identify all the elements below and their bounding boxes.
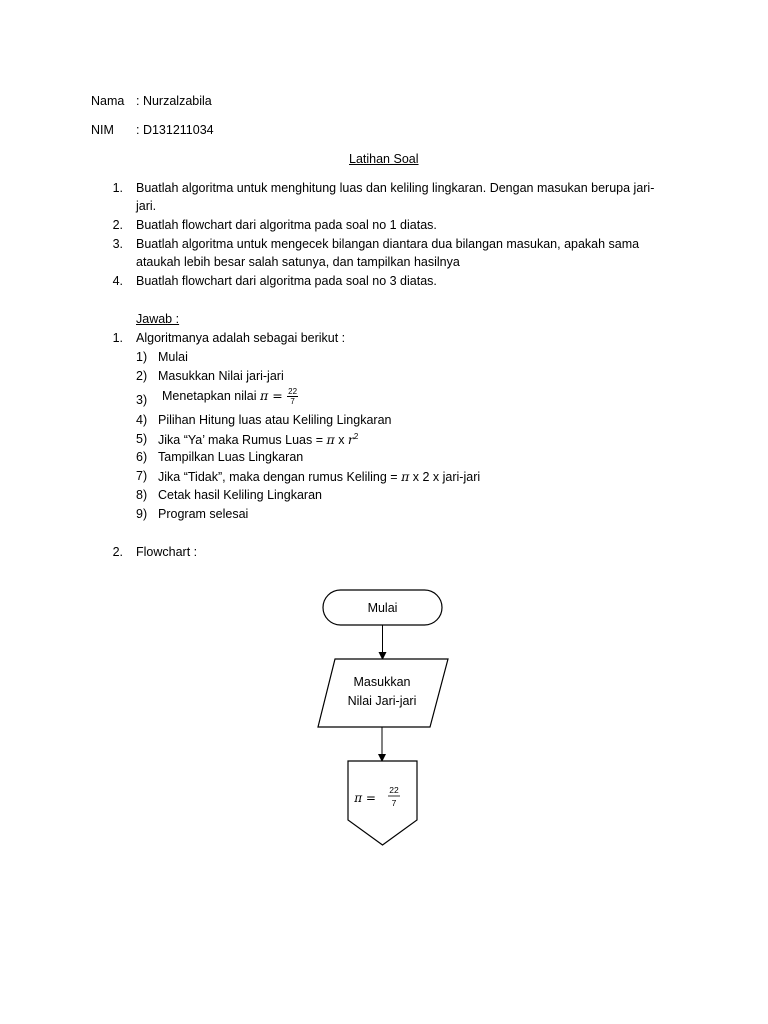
answer-heading: Jawab : (136, 312, 180, 326)
assign-lhs: π = (354, 791, 376, 805)
radius-symbol: r (347, 432, 354, 448)
step-number: 2) (136, 369, 148, 383)
step-text: Menetapkan nilai (162, 388, 257, 403)
question-number: 4. (112, 274, 123, 288)
assign-denominator: 7 (391, 798, 397, 808)
step-text: Mulai (158, 350, 188, 364)
step-text: Pilihan Hitung luas atau Keliling Lingkaran (158, 413, 392, 427)
step-number: 6) (136, 450, 148, 464)
question-text-cont: ataukah lebih besar salah satunya, dan tampilkan hasilnya (136, 255, 460, 269)
step-text: Tampilkan Luas Lingkaran (158, 450, 304, 464)
flowchart-label: Flowchart : (136, 545, 198, 559)
step-text: Masukkan Nilai jari-jari (158, 369, 284, 383)
assign-numerator: 22 (389, 785, 399, 795)
step-text: Jika “Tidak”, maka dengan rumus Keliling = (158, 470, 398, 484)
answer-number: 1. (112, 331, 123, 345)
step-text: Program selesai (158, 507, 249, 521)
question-text: Buatlah algoritma untuk menghitung luas dan keliling lingkaran. Dengan masukan berupa jari- (136, 181, 655, 195)
question-number: 1. (112, 181, 123, 195)
nim-value: : D131211034 (136, 123, 214, 137)
pi-symbol: π = (260, 387, 283, 403)
question-number: 2. (112, 218, 123, 232)
formula-rest: x 2 x jari-jari (412, 470, 481, 484)
exponent: 2 (353, 432, 359, 441)
input-parallelogram-shape (318, 659, 448, 727)
question-text: Buatlah algoritma untuk mengecek bilangan diantara dua bilangan masukan, apakah sama (136, 237, 640, 251)
question-text: Buatlah flowchart dari algoritma pada soal no 1 diatas. (136, 218, 437, 232)
step-text: Jika “Ya’ maka Rumus Luas = (158, 433, 323, 448)
step-number: 4) (136, 413, 148, 427)
question-text-cont: jari. (136, 199, 157, 213)
page-title: Latihan Soal (349, 152, 419, 166)
fraction-denominator: 7 (290, 397, 295, 406)
pi-symbol: π (401, 469, 410, 484)
input-label-line2: Nilai Jari-jari (347, 694, 417, 708)
name-value: : Nurzalzabila (136, 94, 212, 108)
question-text: Buatlah flowchart dari algoritma pada soal no 3 diatas. (136, 274, 437, 288)
question-number: 3. (112, 237, 123, 251)
step-number: 1) (136, 350, 148, 364)
step-number: 8) (136, 488, 148, 502)
times-sign: x (338, 433, 345, 448)
step-number: 3) (136, 393, 148, 407)
step-number: 7) (136, 469, 148, 483)
start-terminator-label: Mulai (367, 601, 398, 615)
answer-number: 2. (112, 545, 123, 559)
nim-label: NIM (91, 123, 114, 137)
fraction-numerator: 22 (288, 387, 298, 396)
step-number: 5) (136, 432, 148, 446)
answer-intro: Algoritmanya adalah sebagai berikut : (136, 331, 346, 345)
step-number: 9) (136, 507, 148, 521)
step-text: Cetak hasil Keliling Lingkaran (158, 488, 322, 502)
input-label-line1: Masukkan (353, 675, 411, 689)
name-label: Nama (91, 94, 125, 108)
pi-symbol: π (326, 432, 335, 448)
